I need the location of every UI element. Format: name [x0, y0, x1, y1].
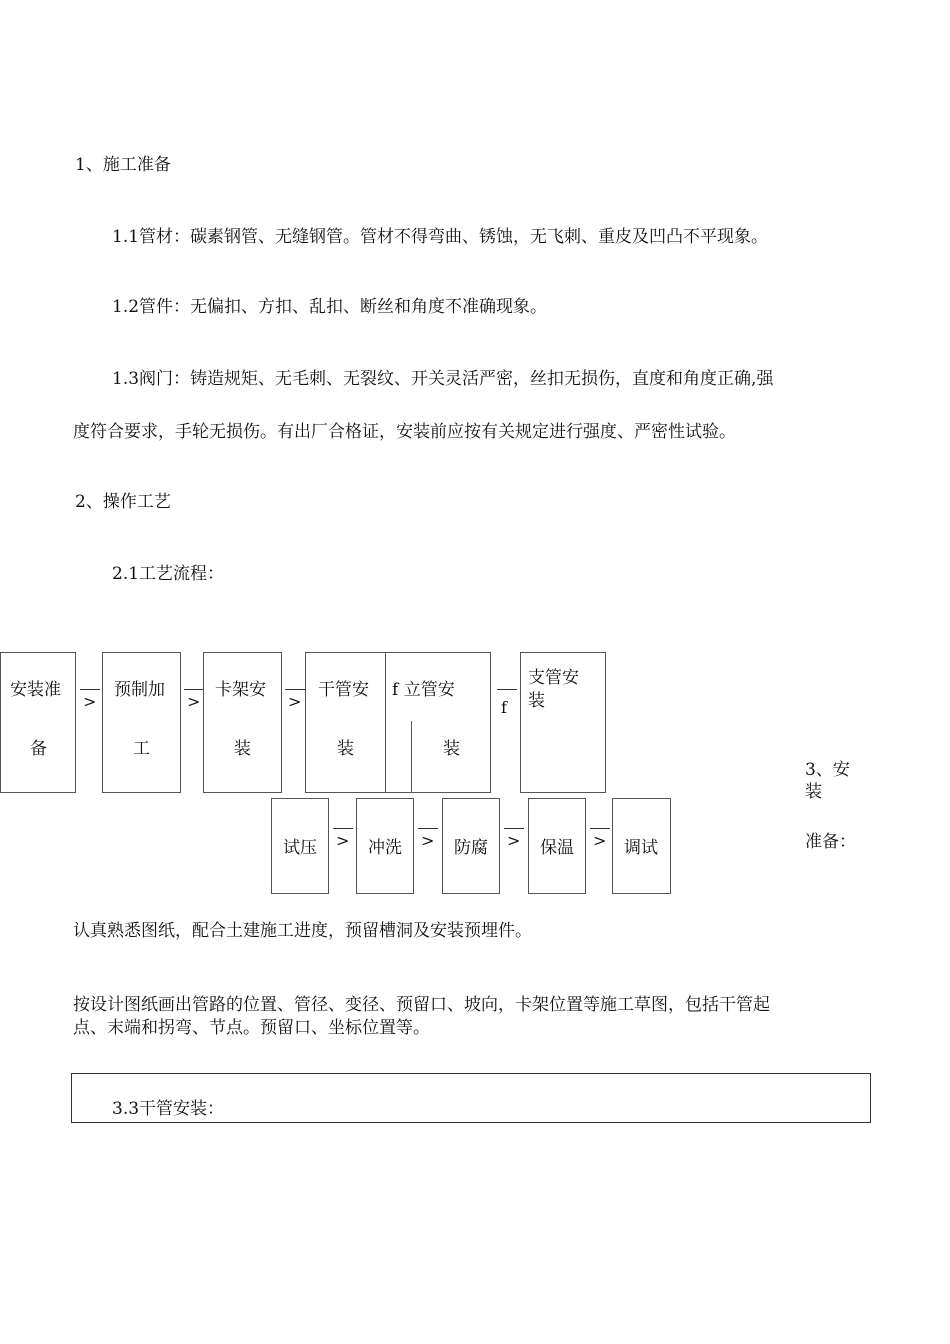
paragraph-1-3-line2: 度符合要求，手轮无损伤。有出厂合格证，安装前应按有关规定进行强度、严密性试验。: [73, 422, 736, 442]
flow-step-anticorrosion: [442, 798, 500, 894]
flow-step-label: 保温: [540, 838, 574, 858]
flow-step-label: 支管安: [528, 668, 579, 688]
arrow-line: [590, 828, 610, 829]
arrow-line: [497, 689, 517, 690]
arrow-line: [418, 828, 438, 829]
section-2-heading: 2、操作工艺: [75, 492, 171, 512]
flow-step-label: 装: [234, 739, 251, 759]
flow-arrow: [418, 822, 440, 856]
arrow-head-icon: f: [501, 698, 507, 717]
side-heading-line2: 装: [805, 782, 822, 802]
section-3-3-heading: 3.3干管安装：: [112, 1099, 225, 1119]
flow-step-label: 冲洗: [368, 838, 402, 858]
side-heading-line3: 准备：: [805, 832, 856, 852]
flow-arrow: [285, 683, 307, 717]
flow-step-pressure-test: [271, 798, 329, 894]
flow-step-label: 干管安: [318, 680, 369, 700]
paragraph-1-2: 1.2管件：无偏扣、方扣、乱扣、断丝和角度不准确现象。: [112, 297, 548, 317]
arrow-head-icon: >: [187, 692, 201, 711]
flow-step-bracket: [203, 652, 282, 793]
arrow-line: [285, 689, 305, 690]
arrow-head-icon: >: [507, 831, 521, 850]
arrow-line: [80, 689, 100, 690]
section-3-3-frame: [71, 1073, 871, 1123]
flow-arrow: [497, 683, 519, 717]
flow-step-label: 防腐: [454, 838, 488, 858]
flow-step-label: 装: [443, 739, 460, 759]
flow-arrow: [333, 822, 355, 856]
arrow-head-icon: >: [288, 692, 302, 711]
arrow-head-icon: >: [336, 831, 350, 850]
flow-step-main-pipe: [305, 652, 386, 793]
arrow-line: [184, 689, 204, 690]
flow-step-label: 调试: [624, 838, 658, 858]
flow-step-label: 装: [528, 691, 545, 711]
flow-step-label: 备: [30, 739, 47, 759]
flow-arrow: [590, 822, 612, 856]
arrow-head-icon: >: [83, 692, 97, 711]
flow-step-debug: [612, 798, 671, 894]
flow-step-label: 装: [337, 739, 354, 759]
flow-step-label: 预制加: [114, 680, 165, 700]
flow-step-label: 试压: [283, 838, 317, 858]
flow-step-label: 安装准: [10, 680, 61, 700]
paragraph-1-1: 1.1管材：碳素钢管、无缝钢管。管材不得弯曲、锈蚀，无飞刺、重皮及凹凸不平现象。: [112, 227, 769, 247]
arrow-line: [504, 828, 524, 829]
flow-step-flush: [356, 798, 414, 894]
side-heading-line1: 3、安: [805, 760, 850, 780]
inner-divider: [411, 721, 412, 793]
flow-step-label: 卡架安: [215, 680, 266, 700]
arrow-head-icon: >: [421, 831, 435, 850]
section-1-heading: 1、施工准备: [75, 155, 171, 175]
flow-step-riser: [385, 652, 491, 793]
flow-arrow: [504, 822, 526, 856]
flow-step-prepare: [0, 652, 76, 793]
flow-step-label: 工: [133, 739, 150, 759]
paragraph-2-1: 2.1工艺流程：: [112, 564, 225, 584]
flow-step-branch-pipe: [520, 652, 606, 793]
paragraph-drawing-line2: 点、末端和拐弯、节点。预留口、坐标位置等。: [73, 1018, 430, 1038]
paragraph-1-3-line1: 1.3阀门：铸造规矩、无毛刺、无裂纹、开关灵活严密，丝扣无损伤，直度和角度正确,强: [112, 369, 774, 389]
arrow-head-icon: >: [593, 831, 607, 850]
paragraph-drawing-line1: 按设计图纸画出管路的位置、管径、变径、预留口、坡向，卡架位置等施工草图，包括干管起: [73, 995, 770, 1015]
paragraph-preparation: 认真熟悉图纸，配合土建施工进度，预留槽洞及安装预埋件。: [73, 921, 532, 941]
flow-step-prefabricate: [102, 652, 181, 793]
flow-step-insulation: [528, 798, 586, 894]
arrow-line: [333, 828, 353, 829]
flow-arrow: [80, 683, 102, 717]
flow-step-label: f 立管安: [392, 680, 455, 700]
